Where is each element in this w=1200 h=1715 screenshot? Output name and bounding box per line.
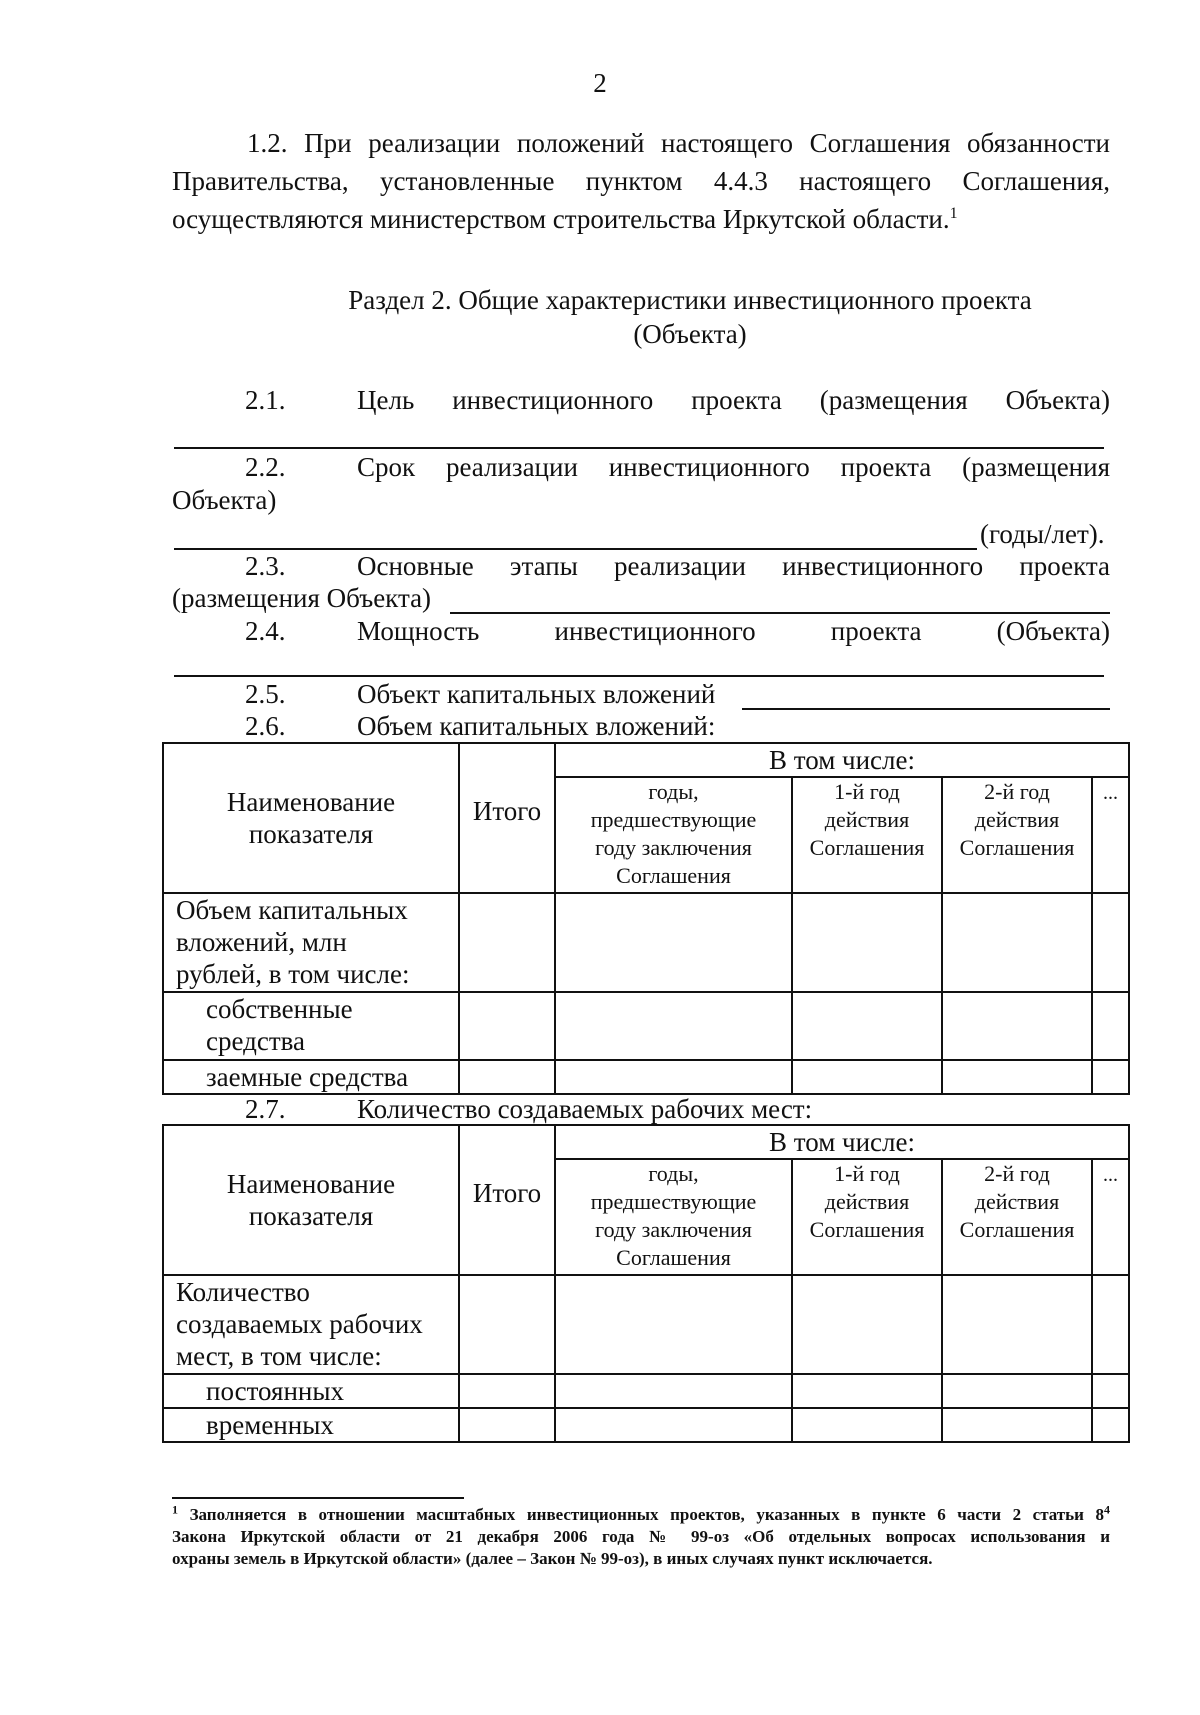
header-year-2 — [942, 1159, 1092, 1275]
item-2-1-word: проекта — [691, 385, 782, 415]
table-cell — [942, 992, 1092, 1060]
row-own-funds — [163, 992, 459, 1060]
table-cell — [1092, 893, 1129, 992]
fill-line-2-5 — [742, 708, 1110, 710]
item-2-4-text — [357, 615, 1110, 647]
header-indicator-name — [163, 1125, 459, 1275]
jobs-table — [162, 1124, 1130, 1443]
table-cell — [459, 1060, 555, 1094]
table-cell — [555, 1374, 792, 1408]
fill-line-2-3 — [450, 612, 1110, 614]
header-total: Итого — [459, 1125, 555, 1275]
item-2-5-text: Объект капитальных вложений — [357, 679, 716, 709]
header-year-2-l2: действия — [974, 1189, 1060, 1214]
footnote-line-3: охраны земель в Иркутской области» (далее – Закон № 99-оз), в иных случаях пункт исключается. — [172, 1549, 933, 1568]
capital-investment-table — [162, 742, 1130, 1095]
header-year-2 — [942, 777, 1092, 893]
table-cell — [459, 893, 555, 992]
header-indicator-name-l1: Наименование — [226, 1169, 396, 1199]
item-2-6-number: 2.6. — [245, 711, 286, 741]
fill-line-2-4 — [174, 675, 1104, 677]
row-own-funds-l2: средства — [206, 1026, 306, 1056]
header-indicator-name-l1: Наименование — [226, 787, 396, 817]
header-year-1-l3: Соглашения — [809, 1217, 925, 1242]
item-2-1-word: инвестиционного — [452, 385, 654, 415]
header-year-1-l1: 1-й год — [834, 1161, 900, 1186]
item-2-4-number: 2.4. — [245, 616, 286, 646]
item-2-4-word: проекта — [830, 616, 922, 646]
footnote-line-2: Закона Иркутской области от 21 декабря 2006 года № 99-оз «Об отдельных вопросах использования и — [172, 1527, 1110, 1546]
item-2-2-word: инвестиционного — [608, 452, 810, 482]
header-more: ... — [1092, 777, 1129, 893]
footnote-reference: 1 — [949, 205, 958, 222]
item-2-2-continuation: Объекта) — [172, 485, 277, 515]
clause-1-2 — [172, 124, 1110, 238]
header-previous-years-l1: годы, — [648, 1161, 699, 1186]
item-2-2-suffix: (годы/лет). — [980, 519, 1105, 549]
header-year-2-l1: 2-й год — [984, 1161, 1050, 1186]
row-jobs-total — [163, 1275, 459, 1374]
row-temporary: временных — [163, 1408, 459, 1442]
table-cell — [459, 992, 555, 1060]
row-capital-total-l3: рублей, в том числе: — [176, 959, 410, 989]
table-cell — [792, 992, 942, 1060]
table-cell — [792, 1060, 942, 1094]
table-cell — [1092, 1275, 1129, 1374]
table-cell — [555, 893, 792, 992]
table-cell — [555, 1408, 792, 1442]
table-cell — [792, 1275, 942, 1374]
row-borrowed-funds: заемные средства — [163, 1060, 459, 1094]
item-2-3-word: этапы — [509, 551, 578, 581]
clause-1-2-line-2: Правительства, установленные пунктом 4.4.3 настоящего Соглашения, — [172, 166, 1110, 196]
footnote-line-1-text: Заполняется в отношении масштабных инвестиционных проектов, указанных в пункте 6 части 2 статьи 8 — [189, 1505, 1105, 1524]
footnote — [172, 1504, 1110, 1570]
header-year-2-l2: действия — [974, 807, 1060, 832]
header-previous-years-l2: предшествующие — [590, 1189, 757, 1214]
section-heading-line-1: Раздел 2. Общие характеристики инвестиционного проекта — [348, 285, 1032, 315]
header-previous-years-l4: Соглашения — [616, 863, 731, 888]
header-including: В том числе: — [555, 743, 1129, 777]
table-cell — [1092, 992, 1129, 1060]
row-jobs-total-l1: Количество — [176, 1277, 310, 1307]
item-2-1-word: Объекта) — [1005, 385, 1110, 415]
table-cell — [792, 1408, 942, 1442]
header-more: ... — [1092, 1159, 1129, 1275]
table-cell — [942, 1408, 1092, 1442]
table-cell — [459, 1408, 555, 1442]
header-previous-years-l4: Соглашения — [616, 1245, 731, 1270]
item-2-7-number: 2.7. — [245, 1094, 286, 1124]
section-heading — [180, 283, 1200, 351]
header-previous-years — [555, 777, 792, 893]
clause-1-2-line-3-text: осуществляются министерством строительства Иркутской области. — [172, 204, 950, 234]
table-cell — [1092, 1060, 1129, 1094]
table-cell — [1092, 1374, 1129, 1408]
row-capital-total — [163, 893, 459, 992]
item-2-3-continuation: (размещения Объекта) — [172, 583, 432, 613]
header-year-2-l3: Соглашения — [959, 835, 1075, 860]
header-year-1-l1: 1-й год — [834, 779, 900, 804]
item-2-5-number: 2.5. — [245, 679, 286, 709]
header-year-1 — [792, 777, 942, 893]
table-cell — [555, 1275, 792, 1374]
table-cell — [459, 1275, 555, 1374]
table-cell — [555, 1060, 792, 1094]
item-2-1-number: 2.1. — [245, 385, 286, 415]
row-own-funds-l1: собственные — [206, 994, 353, 1024]
header-year-1-l2: действия — [824, 1189, 910, 1214]
item-2-3-word: проекта — [1019, 551, 1110, 581]
item-2-2-word: проекта — [840, 452, 932, 482]
footnote-line-1 — [172, 1504, 1110, 1526]
table-cell — [942, 1060, 1092, 1094]
item-2-2-number: 2.2. — [245, 452, 286, 482]
page-number: 2 — [593, 68, 607, 98]
row-jobs-total-l3: мест, в том числе: — [176, 1341, 382, 1371]
table-cell — [1092, 1408, 1129, 1442]
item-2-1-text — [357, 384, 1110, 416]
item-2-4-word: инвестиционного — [554, 616, 756, 646]
item-2-2-word: Срок — [357, 452, 416, 482]
item-2-1-word: Цель — [357, 385, 415, 415]
header-indicator-name-l2: показателя — [248, 819, 374, 849]
header-year-1-l2: действия — [824, 807, 910, 832]
item-2-2-text — [357, 451, 1110, 483]
fill-line-2-1 — [174, 447, 1104, 449]
header-previous-years-l1: годы, — [648, 779, 699, 804]
row-capital-total-l1: Объем капитальных — [176, 895, 408, 925]
item-2-3-word: реализации — [613, 551, 746, 581]
header-including: В том числе: — [555, 1125, 1129, 1159]
item-2-7-text: Количество создаваемых рабочих мест: — [357, 1094, 813, 1124]
footnote-marker: 1 — [172, 1502, 178, 1517]
footnote-separator — [172, 1497, 464, 1499]
header-previous-years — [555, 1159, 792, 1275]
item-2-1-word: (размещения — [819, 385, 968, 415]
clause-1-2-line-3 — [172, 200, 1110, 238]
item-2-3-word: инвестиционного — [782, 551, 984, 581]
clause-1-2-line-1: 1.2. При реализации положений настоящего Соглашения обязанности — [247, 128, 1110, 158]
table-cell — [942, 1374, 1092, 1408]
item-2-3-text — [357, 550, 1110, 582]
header-previous-years-l3: году заключения — [595, 1217, 752, 1242]
item-2-2-word: реализации — [445, 452, 578, 482]
item-2-6-text: Объем капитальных вложений: — [357, 711, 716, 741]
row-capital-total-l2: вложений, млн — [176, 927, 347, 957]
table-cell — [792, 893, 942, 992]
table-cell — [942, 1275, 1092, 1374]
header-total: Итого — [459, 743, 555, 893]
item-2-2-word: (размещения — [962, 452, 1110, 482]
header-previous-years-l2: предшествующие — [590, 807, 757, 832]
table-cell — [792, 1374, 942, 1408]
header-year-2-l3: Соглашения — [959, 1217, 1075, 1242]
table-cell — [942, 893, 1092, 992]
header-indicator-name — [163, 743, 459, 893]
item-2-3-word: Основные — [357, 551, 474, 581]
footnote-superscript: 4 — [1104, 1502, 1111, 1517]
row-jobs-total-l2: создаваемых рабочих — [176, 1309, 423, 1339]
table-cell — [555, 992, 792, 1060]
header-year-1-l3: Соглашения — [809, 835, 925, 860]
item-2-4-word: (Объекта) — [996, 616, 1110, 646]
table-cell — [459, 1374, 555, 1408]
header-previous-years-l3: году заключения — [595, 835, 752, 860]
item-2-4-word: Мощность — [357, 616, 480, 646]
header-year-1 — [792, 1159, 942, 1275]
section-heading-line-2: (Объекта) — [633, 319, 747, 349]
header-year-2-l1: 2-й год — [984, 779, 1050, 804]
item-2-3-number: 2.3. — [245, 551, 286, 581]
header-indicator-name-l2: показателя — [248, 1201, 374, 1231]
row-permanent: постоянных — [163, 1374, 459, 1408]
